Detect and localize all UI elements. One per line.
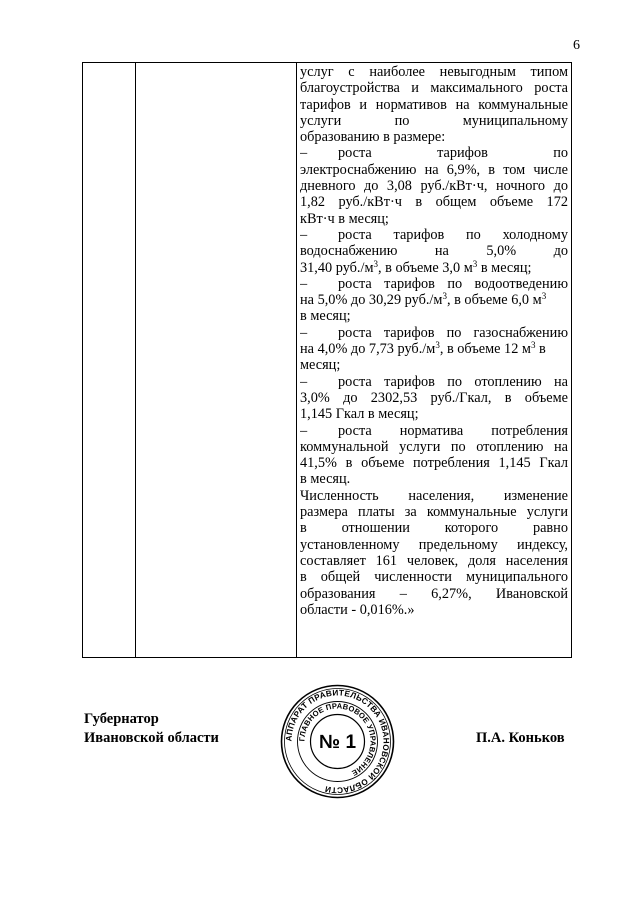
text-line: месяц;: [300, 357, 341, 374]
text-line: 1,145 Гкал в месяц;: [300, 406, 419, 423]
text-fragment: роста тарифов по отоплению на: [338, 373, 568, 390]
text-fragment: , в объеме 12 м: [439, 341, 531, 358]
text-line: образования – 6,27%, Ивановской: [300, 585, 568, 602]
stamp-inner-text: ГЛАВНОЕ ПРАВОВОЕ УПРАВЛЕНИЕ: [297, 701, 378, 778]
dash-marker: –: [300, 145, 308, 162]
list-item-line: [300, 374, 568, 390]
signatory-title-line: Губернатор: [84, 711, 159, 727]
superscript: 3: [373, 258, 379, 269]
dash-marker: –: [300, 422, 308, 439]
document-table: [82, 62, 572, 658]
text-fragment: на 5,0% до 30,29 руб./м: [300, 292, 443, 309]
text-line: кВт·ч в месяц;: [300, 210, 389, 227]
text-fragment: роста тарифов по: [338, 145, 568, 162]
superscript: 3: [472, 258, 478, 269]
text-fragment: в месяц;: [477, 259, 532, 276]
stamp-number: № 1: [318, 732, 357, 753]
text-line: [300, 341, 568, 357]
text-fragment: на 4,0% до 7,73 руб./м: [300, 341, 436, 358]
dash-marker: –: [300, 275, 308, 292]
text-line: тарифов и нормативов на коммунальные: [300, 96, 568, 113]
table-cell-text: [300, 64, 568, 618]
dash-marker: –: [300, 324, 308, 341]
text-line: услуги по муниципальному: [300, 112, 568, 129]
text-fragment: 31,40 руб./м: [300, 259, 374, 276]
dash-marker: –: [300, 373, 308, 390]
text-line: в месяц.: [300, 471, 351, 488]
text-line: [300, 260, 568, 276]
text-line: дневного до 3,08 руб./кВт·ч, ночного до: [300, 178, 568, 195]
stamp-outer-text: АППАРАТ ПРАВИТЕЛЬСТВА ИВАНОВСКОЙ ОБЛАСТИ: [284, 688, 391, 795]
dash-marker: –: [300, 226, 308, 243]
list-item-line: [300, 227, 568, 243]
text-line: Численность населения, изменение: [300, 487, 568, 504]
superscript: 3: [442, 291, 447, 302]
text-line: услуг с наиболее невыгодным типом: [300, 64, 568, 80]
text-fragment: роста тарифов по водоотведению: [338, 275, 568, 292]
list-item-line: [300, 145, 568, 161]
text-line: водоснабжению на 5,0% до: [300, 243, 568, 260]
text-fragment: роста норматива потребления: [338, 422, 568, 439]
list-item-line: [300, 423, 568, 439]
text-fragment: роста тарифов по холодному: [338, 226, 568, 243]
official-stamp: [280, 684, 395, 799]
signatory-title: [84, 710, 219, 748]
text-line: образованию в размере:: [300, 129, 446, 146]
text-line: в общей численности муниципального: [300, 569, 568, 586]
text-line: [300, 292, 568, 308]
text-fragment: , в объеме 3,0 м: [378, 259, 473, 276]
signatory-title-line: Ивановской области: [84, 730, 219, 746]
table-column-divider: [135, 63, 136, 657]
signatory-name: П.А. Коньков: [476, 730, 565, 746]
text-line: коммунальной услуги по отоплению на: [300, 438, 568, 455]
text-fragment: , в объеме 6,0 м: [446, 292, 542, 309]
text-line: области - 0,016%.»: [300, 601, 415, 618]
text-fragment: роста тарифов по газоснабжению: [338, 324, 568, 341]
text-line: благоустройства и максимального роста: [300, 80, 568, 97]
list-item-line: [300, 276, 568, 292]
text-line: размера платы за коммунальные услуги: [300, 504, 568, 521]
table-column-divider: [296, 63, 297, 657]
text-line: составляет 161 человек, доля населения: [300, 552, 568, 569]
page-number: 6: [573, 38, 580, 53]
text-line: 3,0% до 2302,53 руб./Гкал, в объеме: [300, 389, 568, 406]
text-line: в месяц;: [300, 308, 351, 325]
text-line: электроснабжению на 6,9%, в том числе: [300, 161, 568, 178]
superscript: 3: [435, 340, 440, 351]
text-line: в отношении которого равно: [300, 520, 568, 537]
superscript: 3: [541, 291, 547, 302]
list-item-line: [300, 325, 568, 341]
text-fragment: в: [535, 341, 546, 358]
superscript: 3: [530, 340, 536, 351]
text-line: 41,5% в объеме потребления 1,145 Гкал: [300, 455, 568, 472]
text-line: 1,82 руб./кВт·ч в общем объеме 172: [300, 194, 568, 211]
text-line: установленному предельному индексу,: [300, 536, 568, 553]
